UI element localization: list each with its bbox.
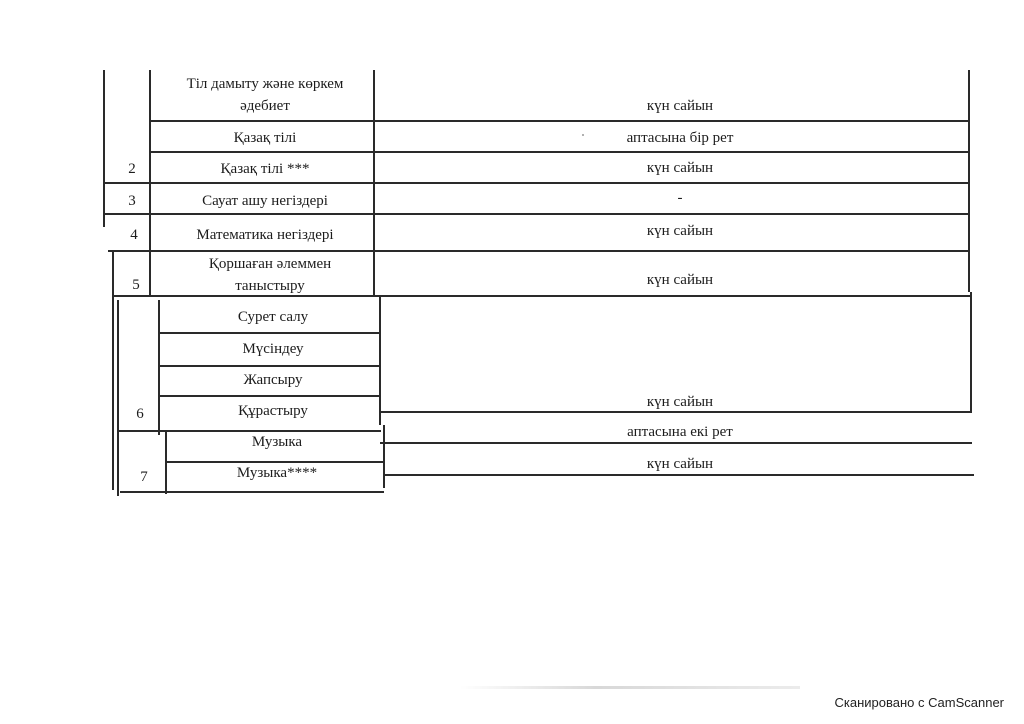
row-divider xyxy=(150,151,970,153)
table-right-border xyxy=(970,292,972,412)
row-divider xyxy=(108,250,970,252)
frequency-cell: аптасына бір рет xyxy=(626,130,734,146)
subject-cell: Математика негіздері xyxy=(196,227,334,243)
row-divider xyxy=(104,213,970,215)
frequency-cell: күн сайын xyxy=(646,394,714,410)
row-divider xyxy=(380,442,972,444)
subject-cell: Қазақ тілі xyxy=(233,130,297,146)
table-left-border xyxy=(112,250,114,490)
row-divider xyxy=(104,182,970,184)
frequency-cell: күн сайын xyxy=(646,223,714,239)
row-divider xyxy=(158,332,380,334)
scan-smudge xyxy=(460,686,800,689)
row-divider xyxy=(158,365,380,367)
table-left-border xyxy=(117,300,119,496)
row-divider xyxy=(158,395,380,397)
subject-cell: Құрастыру xyxy=(238,403,308,419)
table-right-border xyxy=(968,70,970,292)
scan-speck xyxy=(582,134,584,136)
table-bottom-border xyxy=(120,491,384,493)
row-number: 4 xyxy=(130,227,138,243)
row-number: 7 xyxy=(140,469,148,485)
frequency-cell: күн сайын xyxy=(646,272,714,288)
table-left-border xyxy=(103,70,105,227)
row-number: 3 xyxy=(128,193,136,209)
subject-cell: Музыка**** xyxy=(236,465,318,481)
subject-cell: Тіл дамыту және көркем әдебиет xyxy=(186,76,344,114)
frequency-cell: күн сайын xyxy=(646,456,714,472)
row-number: 5 xyxy=(132,277,140,293)
subject-col-border xyxy=(379,295,381,425)
frequency-cell: күн сайын xyxy=(646,160,714,176)
subject-cell: Музыка xyxy=(251,434,303,450)
subject-cell: Мүсіндеу xyxy=(242,341,304,357)
subject-cell: Жапсыру xyxy=(243,372,303,388)
subject-cell: Қоршаған әлеммен таныстыру xyxy=(208,256,332,294)
subject-col-border xyxy=(383,425,385,488)
row-number: 2 xyxy=(128,161,136,177)
frequency-cell: - xyxy=(677,190,683,206)
row-number: 6 xyxy=(136,406,144,422)
subject-cell: Қазақ тілі *** xyxy=(220,161,310,177)
frequency-cell: күн сайын xyxy=(646,98,714,114)
row-divider xyxy=(150,120,970,122)
frequency-cell: аптасына екі рет xyxy=(627,424,733,440)
row-divider xyxy=(384,474,974,476)
subject-cell: Сауат ашу негіздері xyxy=(202,193,328,209)
camscanner-watermark: Сканировано с CamScanner xyxy=(834,695,1004,710)
subject-cell: Сурет салу xyxy=(237,309,309,325)
num-col-border xyxy=(165,432,167,494)
